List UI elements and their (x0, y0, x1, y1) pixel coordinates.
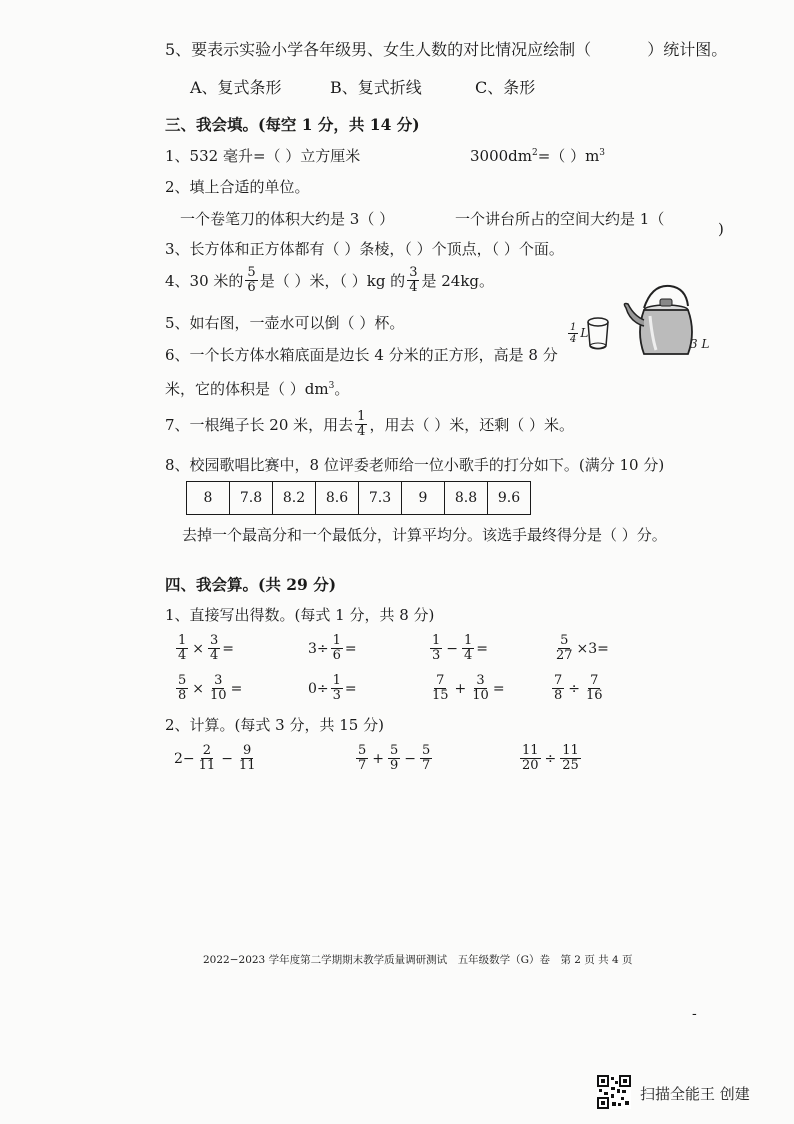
expr-r2-e1: $\frac{5}{8}$ × $\frac{3}{10}$ = (178, 673, 243, 704)
s3-q3: 3、长方体和正方体都有（ ）条棱，（ ）个顶点，（ ）个面。 (165, 240, 564, 258)
s3-q6-line2: 米，它的体积是（ ）$dm^3$。 (165, 380, 350, 398)
s3-q8-title: 8、校园歌唱比赛中，8 位评委老师给一位小歌手的打分如下。(满分 10 分) (165, 456, 665, 474)
score-cell: 7.3 (359, 482, 402, 515)
score-cell: 8.8 (445, 482, 488, 515)
table-row (187, 482, 531, 515)
s3-q4: 4、30 米的 $\frac{5}{6}$ 是（ ）米，（ ）kg 的 $\frac{3}{4}$ 是 24kg。 (165, 265, 495, 296)
scanner-brand: 扫描全能王 创建 (640, 1085, 750, 1103)
s3-q5: 5、如右图，一壶水可以倒（ ）杯。 (165, 314, 405, 332)
q5-text-end: ）统计图。 (647, 40, 728, 59)
score-cell: 9.6 (488, 482, 531, 515)
score-cell: 7.8 (230, 482, 273, 515)
score-cell: 8.6 (316, 482, 359, 515)
calc-2: $\frac{5}{7}$ + $\frac{5}{9}$ − $\frac{5}{7}$ (358, 743, 431, 774)
qr-code-icon (597, 1075, 631, 1109)
s3-q2-a: 一个卷笔刀的体积大约是 3（ ） (180, 210, 395, 228)
s4-q1-title: 1、直接写出得数。(每式 1 分，共 8 分) (165, 606, 435, 624)
q5-text: 5、要表示实验小学各年级男、女生人数的对比情况应绘制（ (165, 40, 592, 59)
s3-q2-title: 2、填上合适的单位。 (165, 178, 310, 196)
expr-r1-e2: 3÷ $\frac{1}{6}$ = (308, 633, 357, 664)
expr-r1-e3: $\frac{1}{3}$ − $\frac{1}{4}$ = (432, 633, 489, 664)
fraction: $\frac{5}{6}$ (247, 265, 256, 296)
calc-1: 2− $\frac{2}{11}$ − $\frac{9}{11}$ (174, 743, 256, 774)
fraction: $\frac{3}{4}$ (409, 265, 418, 296)
calc-3: $\frac{11}{20}$ ÷ $\frac{11}{25}$ (522, 743, 579, 774)
cup-label: $\frac{1}{4}$ L (570, 322, 589, 345)
q5-option-a: A、复式条形 (190, 78, 282, 97)
s3-q1-part1: 1、532 毫升=（ ）立方厘米 (165, 147, 361, 165)
fraction: $\frac{1}{4}$ (357, 409, 366, 440)
section4-heading: 四、我会算。(共 29 分) (165, 575, 337, 594)
scan-mark: - (692, 1006, 697, 1022)
s3-q7: 7、一根绳子长 20 米，用去 $\frac{1}{4}$ ，用去（ ）米，还剩（ ）米。 (165, 409, 574, 440)
cup-icon (588, 318, 608, 349)
q5-option-b: B、复式折线 (330, 78, 422, 97)
page-footer: 2022−2023 学年度第二学期期末教学质量调研测试 五年级数学（G）卷 第 2 页 共 4 页 (203, 954, 633, 966)
score-cell: 8.2 (273, 482, 316, 515)
score-table (186, 481, 531, 515)
s4-q2-title: 2、计算。(每式 3 分，共 15 分) (165, 716, 384, 734)
section3-heading: 三、我会填。(每空 1 分，共 14 分) (165, 115, 420, 134)
q5-option-c: C、条形 (475, 78, 536, 97)
svg-text:3 L: 3 L (690, 337, 710, 351)
s3-q2-b-close: ) (718, 220, 724, 238)
s3-q8-tail: 去掉一个最高分和一个最低分，计算平均分。该选手最终得分是（ ）分。 (182, 526, 667, 544)
s3-q6-line1: 6、一个长方体水箱底面是边长 4 分米的正方形，高是 8 分 (165, 346, 558, 364)
expr-r1-e1: $\frac{1}{4}$ × $\frac{3}{4}$ = (178, 633, 235, 664)
expr-r2-e4: $\frac{7}{8}$ ÷ $\frac{7}{16}$ (554, 673, 603, 704)
s3-q2-b: 一个讲台所占的空间大约是 1（ (455, 210, 665, 228)
s3-q1-part2: $3000dm^2=$（ ）$m^3$ (470, 147, 606, 165)
q5-mc-question (165, 40, 727, 59)
expr-r2-e3: $\frac{7}{15}$ + $\frac{3}{10}$ = (432, 673, 505, 704)
expr-r2-e2: 0÷ $\frac{1}{3}$ = (308, 673, 357, 704)
score-cell: 8 (187, 482, 230, 515)
expr-r1-e4: $\frac{5}{27}$ ×3= (556, 633, 609, 664)
score-cell: 9 (402, 482, 445, 515)
kettle-icon (560, 282, 710, 362)
